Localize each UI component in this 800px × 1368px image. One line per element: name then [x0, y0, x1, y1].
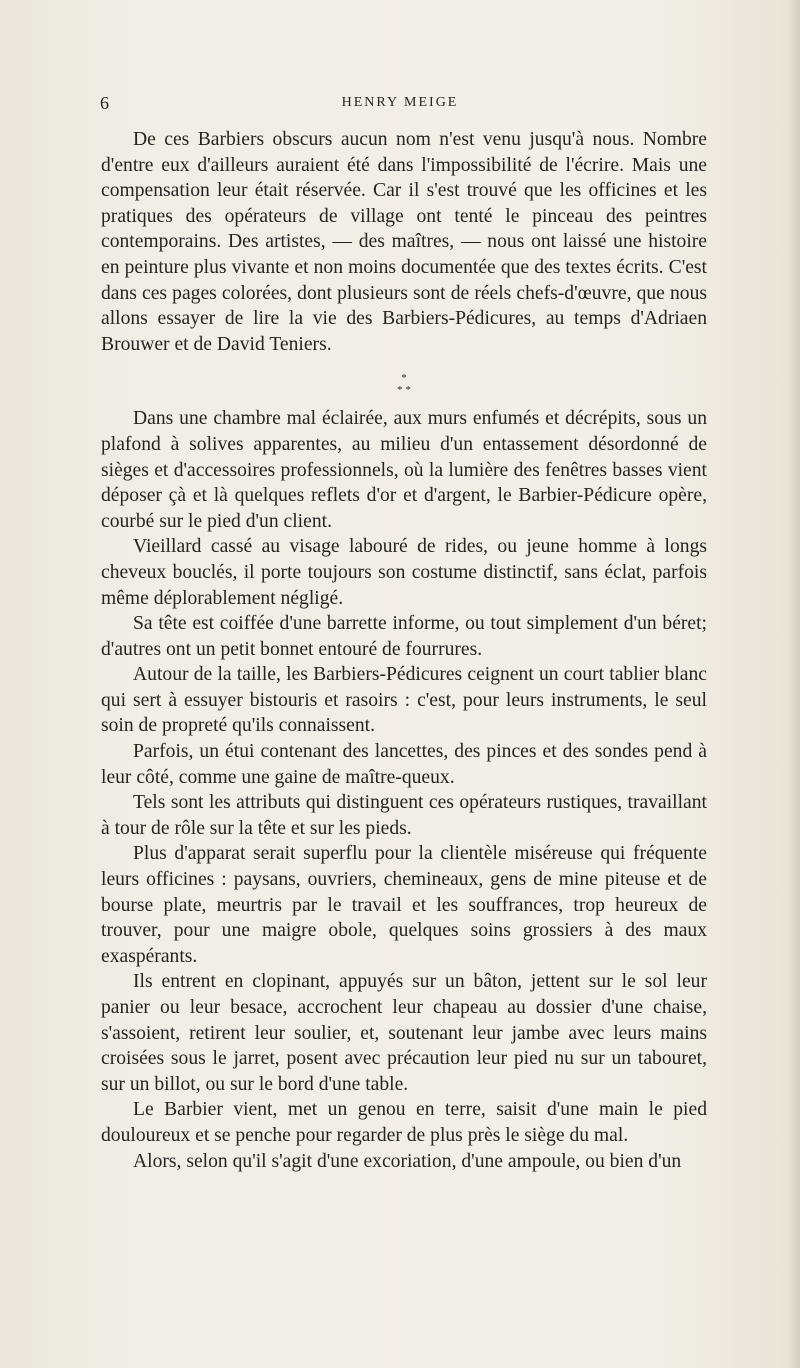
running-title: HENRY MEIGE — [341, 95, 459, 110]
paragraph: Tels sont les attributs qui distinguent ces opérateurs rustiques, travaillant à tour de rôle sur la tête et sur les pieds. — [101, 792, 707, 839]
section-ornament — [101, 372, 707, 396]
paragraph: De ces Barbiers obscurs aucun nom n'est venu jusqu'à nous. Nombre d'entre eux d'ailleurs auraient été dans l'impossibilité de l'écrire. Mais une compensation leur était réservée. Car il s'est trouvé que les officines et les pratiques des opérateurs de village ont tenté le pinceau des peintres contemporains. Des artistes, — des maîtres, — nous ont laissé une histoire en peinture plus vivante et non moins documentée que des textes écrits. C'est dans ces pages colorées, dont plusieurs sont de réels chefs-d'œuvre, que nous allons essayer de lire la vie des Barbiers-Pédicures, au temps d'Adriaen Brouwer et de David Teniers. — [101, 129, 707, 355]
paragraph: Dans une chambre mal éclairée, aux murs enfumés et décrépits, sous un plafond à solives apparentes, au milieu d'un entassement désordonné de sièges et d'accessoires professionnels, où la lumière des fenêtres basses vient déposer çà et là quelques reflets d'or et d'argent, le Barbier-Pédicure opère, courbé sur le pied d'un client. — [101, 408, 707, 532]
paragraph: Autour de la taille, les Barbiers-Pédicures ceignent un court tablier blanc qui sert à essuyer bistouris et rasoirs : c'est, pour leurs instruments, le seul soin de propreté qu'ils connaissent. — [101, 664, 707, 737]
running-head — [0, 93, 800, 117]
paragraph: Vieillard cassé au visage labouré de rides, ou jeune homme à longs cheveux bouclés, il porte toujours son costume distinctif, sans éclat, parfois même déplorablement négligé. — [101, 536, 707, 609]
ornament-star-top: * — [401, 372, 407, 385]
paragraph: Alors, selon qu'il s'agit d'une excoriation, d'une ampoule, ou bien d'un — [133, 1150, 682, 1172]
paragraph: Sa tête est coiffée d'une barrette informe, ou tout simplement d'un béret; d'autres ont un petit bonnet entouré de fourrures. — [101, 613, 707, 660]
paragraph: Parfois, un étui contenant des lancettes, des pinces et des sondes pend à leur côté, comme une gaine de maître-queux. — [101, 741, 707, 788]
body-text — [101, 127, 707, 1174]
paragraph: Plus d'apparat serait superflu pour la clientèle miséreuse qui fréquente leurs officines : paysans, ouvriers, chemineaux, gens de mine piteuse et de bourse plate, meurtris par le travail et les souffrances, trop heureux de trouver, pour une maigre obole, quelques soins grossiers à des maux exaspérants. — [101, 843, 707, 967]
paragraph: Le Barbier vient, met un genou en terre, saisit d'une main le pied douloureux et se penche pour regarder de plus près le siège du mal. — [101, 1099, 707, 1146]
page-edge-shadow — [786, 0, 800, 1368]
page-number: 6 — [100, 93, 110, 113]
ornament-stars-bottom: * * — [397, 384, 411, 397]
paragraph: Ils entrent en clopinant, appuyés sur un bâton, jettent sur le sol leur panier ou leur besace, accrochent leur chapeau au dossier d'une chaise, s'assoient, retirent leur soulier, et, soutenant leur jambe avec leurs mains croisées sous le jarret, posent avec précaution leur pied nu sur un tabouret, sur un billot, ou sur le bord d'une table. — [101, 971, 707, 1095]
